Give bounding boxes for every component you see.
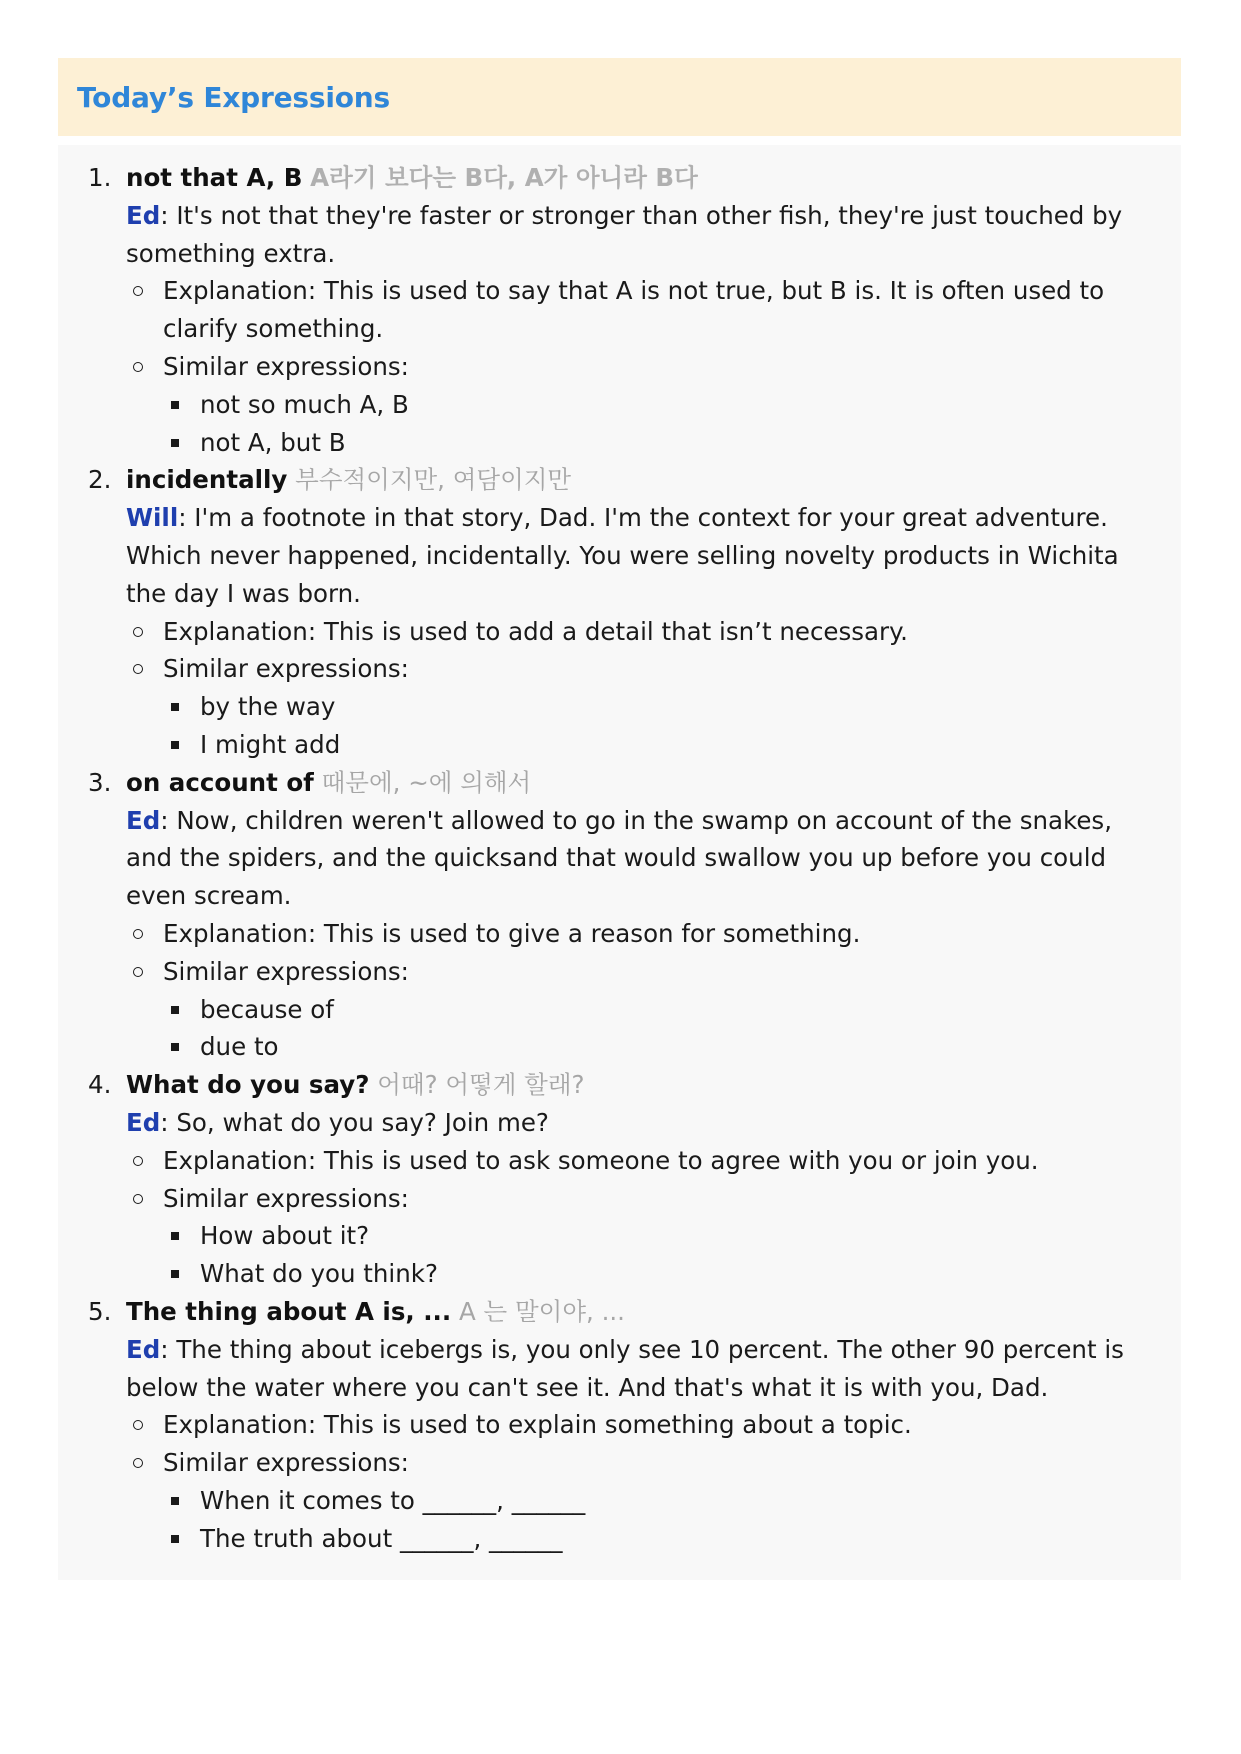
circle-bullet-icon (133, 1156, 143, 1166)
circle-bullet-icon (133, 929, 143, 939)
similar-expressions-list (163, 991, 1155, 1067)
similar-expressions-label: Similar expressions: (163, 654, 409, 684)
explanation-item (126, 1142, 1155, 1180)
expressions-panel (58, 145, 1181, 1580)
speaker-colon: : (160, 805, 169, 835)
similar-expression-text: How about it? (200, 1221, 370, 1251)
similar-expression-text: due to (200, 1032, 279, 1062)
similar-expressions-item (126, 953, 1155, 1066)
circle-bullet-icon (133, 1458, 143, 1468)
speaker-name: Ed (126, 200, 161, 230)
similar-expressions-item (126, 650, 1155, 763)
square-bullet-icon (171, 1043, 179, 1051)
expression-meaning: 때문에, ~에 의해서 (321, 767, 532, 797)
example-quote (126, 802, 1155, 915)
expression-number: 5. (88, 1296, 112, 1326)
explanation-text: Explanation: This is used to say that A is not true, but B is. It is often used to clarify something. (163, 276, 1105, 344)
square-bullet-icon (171, 703, 179, 711)
expression-details (126, 915, 1155, 1066)
similar-expression (163, 1255, 1155, 1293)
similar-expressions-label: Similar expressions: (163, 1448, 409, 1478)
expression-meaning: 어때? 어떻게 할래? (377, 1070, 585, 1100)
speaker-colon: : (160, 200, 169, 230)
explanation-text: Explanation: This is used to add a detail that isn’t necessary. (163, 616, 908, 646)
expression-heading (126, 159, 1155, 197)
expression-heading (126, 1293, 1155, 1331)
explanation-text: Explanation: This is used to explain something about a topic. (163, 1410, 912, 1440)
similar-expressions-list (163, 688, 1155, 764)
square-bullet-icon (171, 439, 179, 447)
expression-meaning: A 는 말이야, ... (458, 1296, 625, 1326)
similar-expression-text: What do you think? (200, 1259, 438, 1289)
circle-bullet-icon (133, 362, 143, 372)
circle-bullet-icon (133, 286, 143, 296)
similar-expressions-label: Similar expressions: (163, 956, 409, 986)
expression-heading (126, 1066, 1155, 1104)
similar-expression-text: by the way (200, 692, 336, 722)
similar-expression-text: When it comes to ______, ______ (200, 1485, 586, 1515)
circle-bullet-icon (133, 967, 143, 977)
expression-number: 1. (88, 163, 112, 192)
similar-expression (163, 424, 1155, 462)
expression-number: 4. (88, 1070, 112, 1100)
expression-number: 3. (88, 767, 112, 797)
expression-item (58, 1066, 1155, 1293)
speaker-name: Ed (126, 805, 161, 835)
quote-text: So, what do you say? Join me? (168, 1107, 549, 1137)
expression-details (126, 613, 1155, 764)
example-quote (126, 499, 1155, 612)
explanation-text: Explanation: This is used to ask someone to agree with you or join you. (163, 1145, 1039, 1175)
similar-expressions-list (163, 1217, 1155, 1293)
explanation-item (126, 613, 1155, 651)
speaker-colon: : (178, 503, 187, 533)
expression-phrase: not that A, B (126, 163, 303, 192)
expression-details (126, 1406, 1155, 1557)
similar-expressions-list (163, 1482, 1155, 1558)
similar-expression-text: not A, but B (200, 427, 346, 457)
quote-text: Now, children weren't allowed to go in the swamp on account of the snakes, and the spiders, and the quicksand that would swallow you up before you could even scream. (126, 805, 1112, 911)
square-bullet-icon (171, 1270, 179, 1278)
similar-expression-text: not so much A, B (200, 389, 409, 419)
expression-phrase: The thing about A is, ... (126, 1296, 452, 1326)
speaker-name: Will (126, 503, 179, 533)
square-bullet-icon (171, 1535, 179, 1543)
circle-bullet-icon (133, 1194, 143, 1204)
expression-heading (126, 764, 1155, 802)
expression-meaning: 부수적이지만, 여담이지만 (295, 465, 572, 495)
example-quote (126, 197, 1155, 273)
speaker-colon: : (160, 1107, 169, 1137)
expression-item (58, 461, 1155, 763)
explanation-item (126, 272, 1155, 348)
similar-expression-text: The truth about ______, ______ (200, 1523, 563, 1553)
square-bullet-icon (171, 1497, 179, 1505)
explanation-item (126, 915, 1155, 953)
similar-expressions-item (126, 1180, 1155, 1293)
quote-text: It's not that they're faster or stronger than other fish, they're just touched by something extra. (126, 200, 1123, 268)
similar-expression (163, 386, 1155, 424)
expression-details (126, 272, 1155, 461)
expressions-list (58, 159, 1155, 1557)
circle-bullet-icon (133, 1420, 143, 1430)
section-title: Today’s Expressions (77, 80, 390, 114)
similar-expression (163, 726, 1155, 764)
expression-number: 2. (88, 465, 112, 495)
expression-phrase: on account of (126, 767, 314, 797)
explanation-text: Explanation: This is used to give a reason for something. (163, 918, 861, 948)
similar-expressions-label: Similar expressions: (163, 1183, 409, 1213)
similar-expression (163, 1028, 1155, 1066)
speaker-colon: : (160, 1334, 169, 1364)
expression-item (58, 1293, 1155, 1558)
similar-expression (163, 1520, 1155, 1558)
similar-expressions-item (126, 348, 1155, 461)
expression-phrase: What do you say? (126, 1070, 370, 1100)
circle-bullet-icon (133, 627, 143, 637)
similar-expression-text: I might add (200, 729, 341, 759)
expression-meaning: A라기 보다는 B다, A가 아니라 B다 (310, 163, 698, 192)
expression-heading (126, 461, 1155, 499)
expression-phrase: incidentally (126, 465, 288, 495)
section-header (58, 58, 1181, 136)
expression-item (58, 764, 1155, 1066)
similar-expressions-list (163, 386, 1155, 462)
similar-expression (163, 1482, 1155, 1520)
similar-expression-text: because of (200, 994, 334, 1024)
similar-expression (163, 1217, 1155, 1255)
example-quote (126, 1331, 1155, 1407)
square-bullet-icon (171, 741, 179, 749)
circle-bullet-icon (133, 664, 143, 674)
example-quote (126, 1104, 1155, 1142)
similar-expressions-item (126, 1444, 1155, 1557)
similar-expression (163, 688, 1155, 726)
quote-text: The thing about icebergs is, you only see 10 percent. The other 90 percent is below the water where you can't see it. And that's what it is with you, Dad. (126, 1334, 1124, 1402)
explanation-item (126, 1406, 1155, 1444)
square-bullet-icon (171, 401, 179, 409)
expression-details (126, 1142, 1155, 1293)
speaker-name: Ed (126, 1334, 161, 1364)
speaker-name: Ed (126, 1107, 161, 1137)
expression-item (58, 159, 1155, 461)
quote-text: I'm a footnote in that story, Dad. I'm the context for your great adventure. Which never happened, incidentally. You were selling novelty products in Wichita the day I was born. (126, 503, 1119, 608)
square-bullet-icon (171, 1232, 179, 1240)
similar-expressions-label: Similar expressions: (163, 351, 409, 381)
square-bullet-icon (171, 1006, 179, 1014)
similar-expression (163, 991, 1155, 1029)
